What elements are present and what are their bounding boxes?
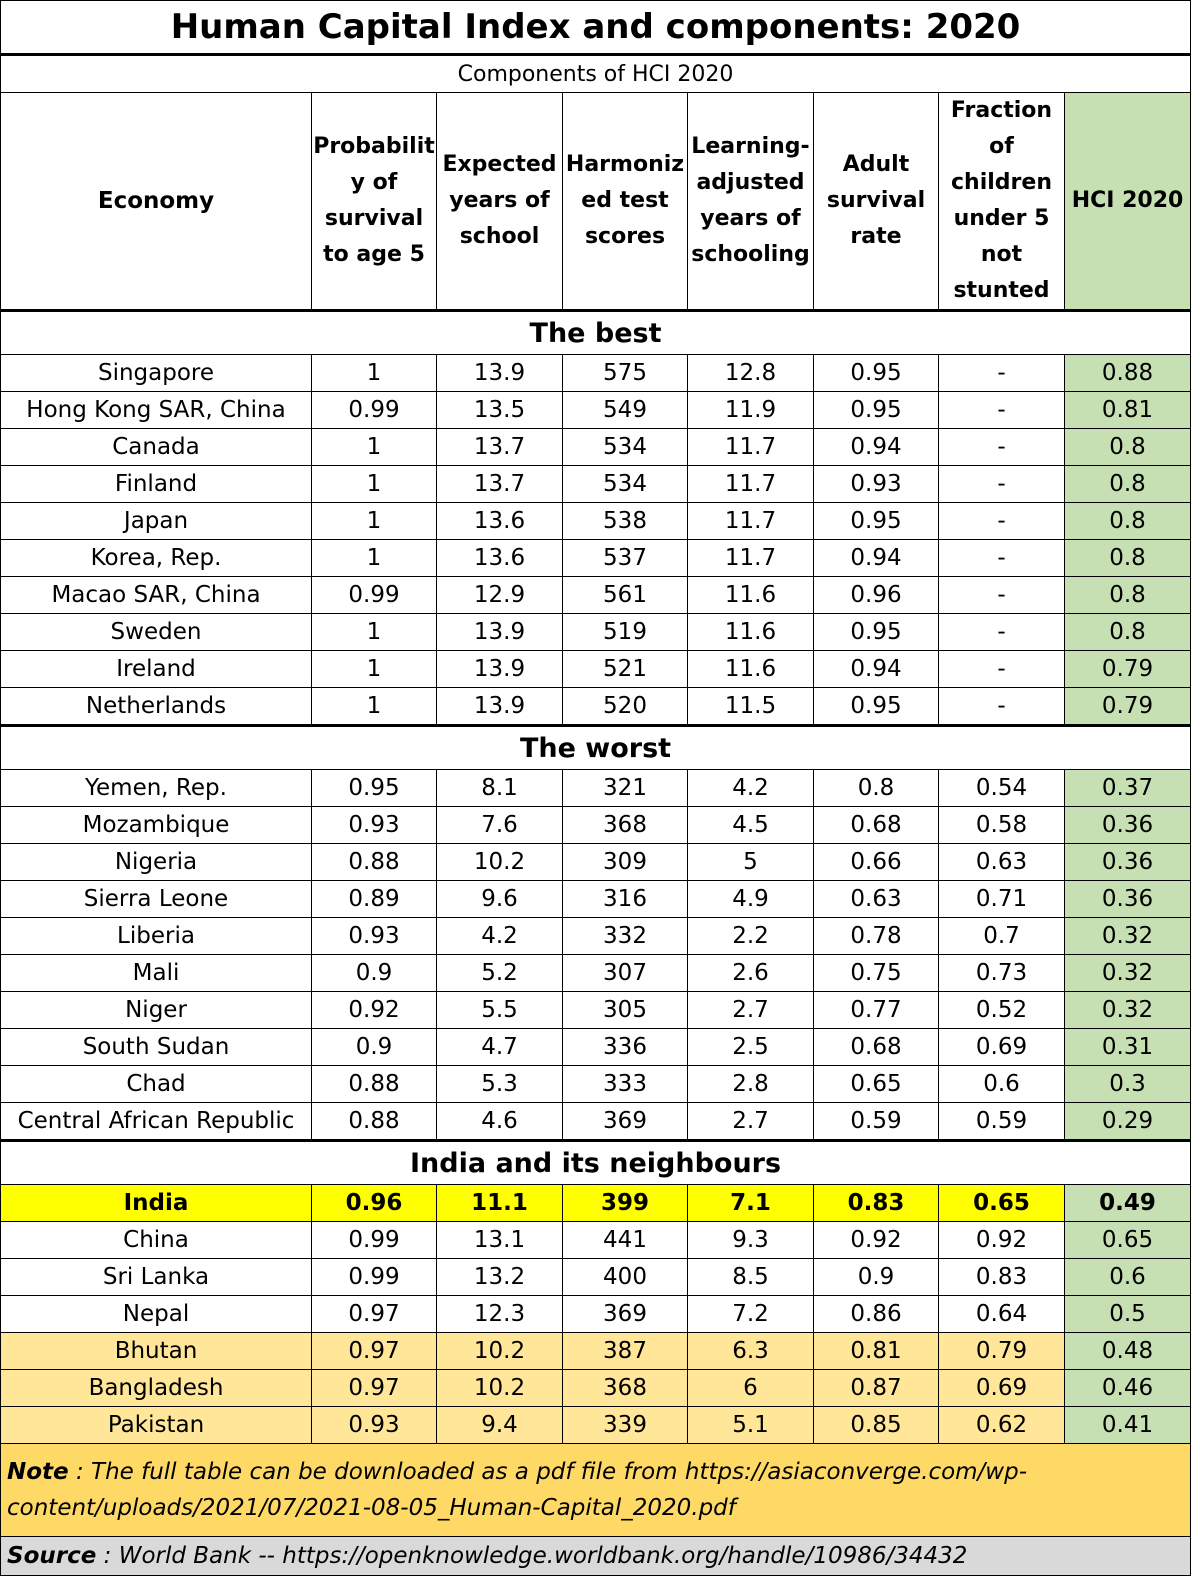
value-cell: 12.8 <box>688 355 814 392</box>
value-cell: 0.95 <box>814 688 939 726</box>
value-cell: 0.95 <box>814 503 939 540</box>
table-row <box>1 503 1191 540</box>
value-cell: 0.65 <box>939 1185 1065 1222</box>
value-cell: 0.54 <box>939 770 1065 807</box>
value-cell: 0.97 <box>312 1333 437 1370</box>
value-cell: 0.78 <box>814 918 939 955</box>
value-cell: 2.6 <box>688 955 814 992</box>
value-cell: 1 <box>312 540 437 577</box>
value-cell: 0.95 <box>814 392 939 429</box>
value-cell: 7.1 <box>688 1185 814 1222</box>
table-row <box>1 1407 1191 1444</box>
value-cell: 0.71 <box>939 881 1065 918</box>
hci-cell: 0.8 <box>1065 466 1191 503</box>
value-cell: 2.7 <box>688 1103 814 1141</box>
value-cell: 9.6 <box>437 881 563 918</box>
value-cell: 0.62 <box>939 1407 1065 1444</box>
source <box>1 1537 1191 1576</box>
economy-cell: Sweden <box>1 614 312 651</box>
value-cell: 0.94 <box>814 429 939 466</box>
value-cell: 549 <box>563 392 688 429</box>
note <box>1 1444 1191 1537</box>
value-cell: 6.3 <box>688 1333 814 1370</box>
economy-cell: Yemen, Rep. <box>1 770 312 807</box>
value-cell: - <box>939 614 1065 651</box>
hci-cell: 0.8 <box>1065 577 1191 614</box>
value-cell: 0.88 <box>312 1066 437 1103</box>
value-cell: 316 <box>563 881 688 918</box>
hci-cell: 0.8 <box>1065 614 1191 651</box>
table-row <box>1 651 1191 688</box>
value-cell: - <box>939 429 1065 466</box>
value-cell: 0.9 <box>814 1259 939 1296</box>
table-row <box>1 1029 1191 1066</box>
value-cell: 4.6 <box>437 1103 563 1141</box>
value-cell: 0.7 <box>939 918 1065 955</box>
value-cell: 2.5 <box>688 1029 814 1066</box>
value-cell: 0.88 <box>312 1103 437 1141</box>
hci-cell: 0.29 <box>1065 1103 1191 1141</box>
table-row <box>1 1185 1191 1222</box>
value-cell: 369 <box>563 1296 688 1333</box>
value-cell: 336 <box>563 1029 688 1066</box>
economy-cell: Netherlands <box>1 688 312 726</box>
hci-cell: 0.49 <box>1065 1185 1191 1222</box>
value-cell: 561 <box>563 577 688 614</box>
value-cell: 11.7 <box>688 466 814 503</box>
note-text: : The full table can be downloaded as a pdf file from https://asiaconverge.com/wp-content/uploads/2021/07/2021-08-05_Human-Capital_2020.pdf <box>7 1459 1028 1521</box>
table-row <box>1 918 1191 955</box>
value-cell: - <box>939 540 1065 577</box>
value-cell: 0.93 <box>312 1407 437 1444</box>
economy-cell: China <box>1 1222 312 1259</box>
value-cell: 0.93 <box>312 918 437 955</box>
table-row <box>1 688 1191 726</box>
value-cell: 0.69 <box>939 1029 1065 1066</box>
value-cell: 0.59 <box>814 1103 939 1141</box>
value-cell: 1 <box>312 355 437 392</box>
value-cell: 8.5 <box>688 1259 814 1296</box>
value-cell: - <box>939 466 1065 503</box>
economy-cell: Singapore <box>1 355 312 392</box>
table-row <box>1 955 1191 992</box>
value-cell: 0.96 <box>814 577 939 614</box>
table-row <box>1 1103 1191 1141</box>
value-cell: 537 <box>563 540 688 577</box>
hci-cell: 0.65 <box>1065 1222 1191 1259</box>
header-learning-adjusted: Learning-adjusted years of schooling <box>688 93 814 311</box>
economy-cell: Sri Lanka <box>1 1259 312 1296</box>
value-cell: 1 <box>312 503 437 540</box>
table-row <box>1 844 1191 881</box>
hci-cell: 0.3 <box>1065 1066 1191 1103</box>
economy-cell: Mali <box>1 955 312 992</box>
value-cell: 0.99 <box>312 392 437 429</box>
value-cell: 309 <box>563 844 688 881</box>
value-cell: 11.7 <box>688 429 814 466</box>
value-cell: 13.1 <box>437 1222 563 1259</box>
value-cell: 368 <box>563 1370 688 1407</box>
value-cell: 0.92 <box>939 1222 1065 1259</box>
hci-cell: 0.36 <box>1065 881 1191 918</box>
value-cell: 1 <box>312 651 437 688</box>
value-cell: - <box>939 392 1065 429</box>
hci-cell: 0.81 <box>1065 392 1191 429</box>
header-survival-age5: Probabilit y of survival to age 5 <box>312 93 437 311</box>
hci-cell: 0.31 <box>1065 1029 1191 1066</box>
economy-cell: Niger <box>1 992 312 1029</box>
value-cell: 0.73 <box>939 955 1065 992</box>
table-row <box>1 614 1191 651</box>
value-cell: 534 <box>563 466 688 503</box>
economy-cell: Pakistan <box>1 1407 312 1444</box>
header-row <box>1 93 1191 311</box>
economy-cell: Chad <box>1 1066 312 1103</box>
value-cell: 11.6 <box>688 577 814 614</box>
value-cell: 520 <box>563 688 688 726</box>
table-row <box>1 355 1191 392</box>
note-label: Note <box>7 1459 69 1485</box>
economy-cell: Nigeria <box>1 844 312 881</box>
value-cell: 12.3 <box>437 1296 563 1333</box>
table-row <box>1 881 1191 918</box>
value-cell: 11.1 <box>437 1185 563 1222</box>
economy-cell: Hong Kong SAR, China <box>1 392 312 429</box>
value-cell: 307 <box>563 955 688 992</box>
value-cell: 0.66 <box>814 844 939 881</box>
economy-cell: Japan <box>1 503 312 540</box>
value-cell: 0.99 <box>312 1222 437 1259</box>
value-cell: 1 <box>312 614 437 651</box>
value-cell: 0.52 <box>939 992 1065 1029</box>
value-cell: 0.97 <box>312 1370 437 1407</box>
value-cell: 0.94 <box>814 540 939 577</box>
economy-cell: Korea, Rep. <box>1 540 312 577</box>
hci-cell: 0.48 <box>1065 1333 1191 1370</box>
value-cell: 305 <box>563 992 688 1029</box>
table-row <box>1 429 1191 466</box>
hci-cell: 0.8 <box>1065 429 1191 466</box>
economy-cell: Bhutan <box>1 1333 312 1370</box>
value-cell: 0.69 <box>939 1370 1065 1407</box>
source-label: Source <box>7 1543 97 1569</box>
value-cell: 538 <box>563 503 688 540</box>
section-neighbours: India and its neighbours <box>1 1141 1191 1185</box>
value-cell: 521 <box>563 651 688 688</box>
hci-cell: 0.32 <box>1065 992 1191 1029</box>
economy-cell: India <box>1 1185 312 1222</box>
value-cell: 400 <box>563 1259 688 1296</box>
hci-cell: 0.36 <box>1065 844 1191 881</box>
value-cell: 0.87 <box>814 1370 939 1407</box>
table-row <box>1 1296 1191 1333</box>
value-cell: 4.7 <box>437 1029 563 1066</box>
table-row <box>1 1333 1191 1370</box>
value-cell: 0.59 <box>939 1103 1065 1141</box>
economy-cell: Canada <box>1 429 312 466</box>
table-subtitle: Components of HCI 2020 <box>1 55 1191 93</box>
economy-cell: Liberia <box>1 918 312 955</box>
value-cell: 0.99 <box>312 1259 437 1296</box>
economy-cell: Nepal <box>1 1296 312 1333</box>
value-cell: 441 <box>563 1222 688 1259</box>
value-cell: 13.2 <box>437 1259 563 1296</box>
hci-cell: 0.41 <box>1065 1407 1191 1444</box>
value-cell: 0.58 <box>939 807 1065 844</box>
value-cell: 0.96 <box>312 1185 437 1222</box>
value-cell: 6 <box>688 1370 814 1407</box>
hci-cell: 0.37 <box>1065 770 1191 807</box>
economy-cell: Ireland <box>1 651 312 688</box>
value-cell: 2.8 <box>688 1066 814 1103</box>
value-cell: - <box>939 577 1065 614</box>
value-cell: 0.77 <box>814 992 939 1029</box>
value-cell: 332 <box>563 918 688 955</box>
value-cell: 13.5 <box>437 392 563 429</box>
table-row <box>1 577 1191 614</box>
value-cell: 387 <box>563 1333 688 1370</box>
value-cell: 13.9 <box>437 614 563 651</box>
value-cell: 13.6 <box>437 503 563 540</box>
value-cell: 0.86 <box>814 1296 939 1333</box>
table-row <box>1 1370 1191 1407</box>
value-cell: 5.5 <box>437 992 563 1029</box>
value-cell: 0.64 <box>939 1296 1065 1333</box>
value-cell: 0.63 <box>814 881 939 918</box>
hci-cell: 0.6 <box>1065 1259 1191 1296</box>
hci-cell: 0.36 <box>1065 807 1191 844</box>
value-cell: 5 <box>688 844 814 881</box>
value-cell: 0.93 <box>312 807 437 844</box>
header-hci-2020: HCI 2020 <box>1065 93 1191 311</box>
value-cell: 339 <box>563 1407 688 1444</box>
value-cell: 333 <box>563 1066 688 1103</box>
table-row <box>1 540 1191 577</box>
section-worst: The worst <box>1 726 1191 770</box>
header-test-scores: Harmoniz ed test scores <box>563 93 688 311</box>
value-cell: 11.5 <box>688 688 814 726</box>
value-cell: 11.7 <box>688 503 814 540</box>
value-cell: 0.9 <box>312 1029 437 1066</box>
value-cell: 575 <box>563 355 688 392</box>
value-cell: 0.65 <box>814 1066 939 1103</box>
table-title: Human Capital Index and components: 2020 <box>1 1 1191 55</box>
value-cell: 1 <box>312 429 437 466</box>
hci-cell: 0.79 <box>1065 651 1191 688</box>
value-cell: 10.2 <box>437 844 563 881</box>
value-cell: 0.83 <box>939 1259 1065 1296</box>
value-cell: 10.2 <box>437 1370 563 1407</box>
value-cell: 369 <box>563 1103 688 1141</box>
value-cell: 4.2 <box>437 918 563 955</box>
economy-cell: Macao SAR, China <box>1 577 312 614</box>
value-cell: 11.6 <box>688 651 814 688</box>
value-cell: 1 <box>312 688 437 726</box>
value-cell: 13.9 <box>437 355 563 392</box>
value-cell: 5.1 <box>688 1407 814 1444</box>
hci-cell: 0.8 <box>1065 540 1191 577</box>
value-cell: 0.8 <box>814 770 939 807</box>
value-cell: 0.95 <box>814 355 939 392</box>
value-cell: 13.6 <box>437 540 563 577</box>
table-row <box>1 1222 1191 1259</box>
value-cell: 0.88 <box>312 844 437 881</box>
value-cell: 9.3 <box>688 1222 814 1259</box>
value-cell: 2.2 <box>688 918 814 955</box>
value-cell: 0.9 <box>312 955 437 992</box>
value-cell: 368 <box>563 807 688 844</box>
value-cell: 0.81 <box>814 1333 939 1370</box>
hci-cell: 0.32 <box>1065 918 1191 955</box>
value-cell: 4.9 <box>688 881 814 918</box>
economy-cell: Finland <box>1 466 312 503</box>
value-cell: 0.68 <box>814 1029 939 1066</box>
value-cell: 7.2 <box>688 1296 814 1333</box>
hci-cell: 0.46 <box>1065 1370 1191 1407</box>
header-economy: Economy <box>1 93 312 311</box>
value-cell: 0.79 <box>939 1333 1065 1370</box>
economy-cell: Mozambique <box>1 807 312 844</box>
table-row <box>1 770 1191 807</box>
value-cell: 0.93 <box>814 466 939 503</box>
value-cell: 8.1 <box>437 770 563 807</box>
header-expected-years: Expected years of school <box>437 93 563 311</box>
value-cell: 0.6 <box>939 1066 1065 1103</box>
header-adult-survival: Adult survival rate <box>814 93 939 311</box>
value-cell: 534 <box>563 429 688 466</box>
economy-cell: South Sudan <box>1 1029 312 1066</box>
value-cell: - <box>939 503 1065 540</box>
value-cell: - <box>939 355 1065 392</box>
value-cell: 0.99 <box>312 577 437 614</box>
value-cell: 9.4 <box>437 1407 563 1444</box>
section-best: The best <box>1 311 1191 355</box>
value-cell: 4.2 <box>688 770 814 807</box>
value-cell: 0.92 <box>312 992 437 1029</box>
economy-cell: Bangladesh <box>1 1370 312 1407</box>
hci-cell: 0.79 <box>1065 688 1191 726</box>
table-row <box>1 1066 1191 1103</box>
hci-cell: 0.32 <box>1065 955 1191 992</box>
value-cell: 12.9 <box>437 577 563 614</box>
value-cell: 0.68 <box>814 807 939 844</box>
hci-cell: 0.88 <box>1065 355 1191 392</box>
hci-cell: 0.8 <box>1065 503 1191 540</box>
value-cell: 5.3 <box>437 1066 563 1103</box>
value-cell: 5.2 <box>437 955 563 992</box>
value-cell: 0.95 <box>312 770 437 807</box>
value-cell: 0.63 <box>939 844 1065 881</box>
value-cell: 519 <box>563 614 688 651</box>
economy-cell: Sierra Leone <box>1 881 312 918</box>
value-cell: 0.92 <box>814 1222 939 1259</box>
value-cell: 10.2 <box>437 1333 563 1370</box>
value-cell: 0.95 <box>814 614 939 651</box>
value-cell: 0.75 <box>814 955 939 992</box>
table-row <box>1 392 1191 429</box>
hci-cell: 0.5 <box>1065 1296 1191 1333</box>
header-not-stunted: Fraction of children under 5 not stunted <box>939 93 1065 311</box>
table-row <box>1 1259 1191 1296</box>
value-cell: 2.7 <box>688 992 814 1029</box>
value-cell: 13.9 <box>437 688 563 726</box>
value-cell: - <box>939 651 1065 688</box>
value-cell: 11.9 <box>688 392 814 429</box>
value-cell: 7.6 <box>437 807 563 844</box>
value-cell: 0.85 <box>814 1407 939 1444</box>
value-cell: 11.7 <box>688 540 814 577</box>
value-cell: 0.97 <box>312 1296 437 1333</box>
value-cell: 4.5 <box>688 807 814 844</box>
value-cell: 0.94 <box>814 651 939 688</box>
value-cell: 13.7 <box>437 466 563 503</box>
table-row <box>1 807 1191 844</box>
value-cell: 13.7 <box>437 429 563 466</box>
value-cell: 0.89 <box>312 881 437 918</box>
table-row <box>1 466 1191 503</box>
value-cell: 321 <box>563 770 688 807</box>
value-cell: 399 <box>563 1185 688 1222</box>
value-cell: - <box>939 688 1065 726</box>
value-cell: 1 <box>312 466 437 503</box>
value-cell: 11.6 <box>688 614 814 651</box>
value-cell: 0.83 <box>814 1185 939 1222</box>
source-text: : World Bank -- https://openknowledge.worldbank.org/handle/10986/34432 <box>96 1543 968 1569</box>
economy-cell: Central African Republic <box>1 1103 312 1141</box>
value-cell: 13.9 <box>437 651 563 688</box>
table-row <box>1 992 1191 1029</box>
